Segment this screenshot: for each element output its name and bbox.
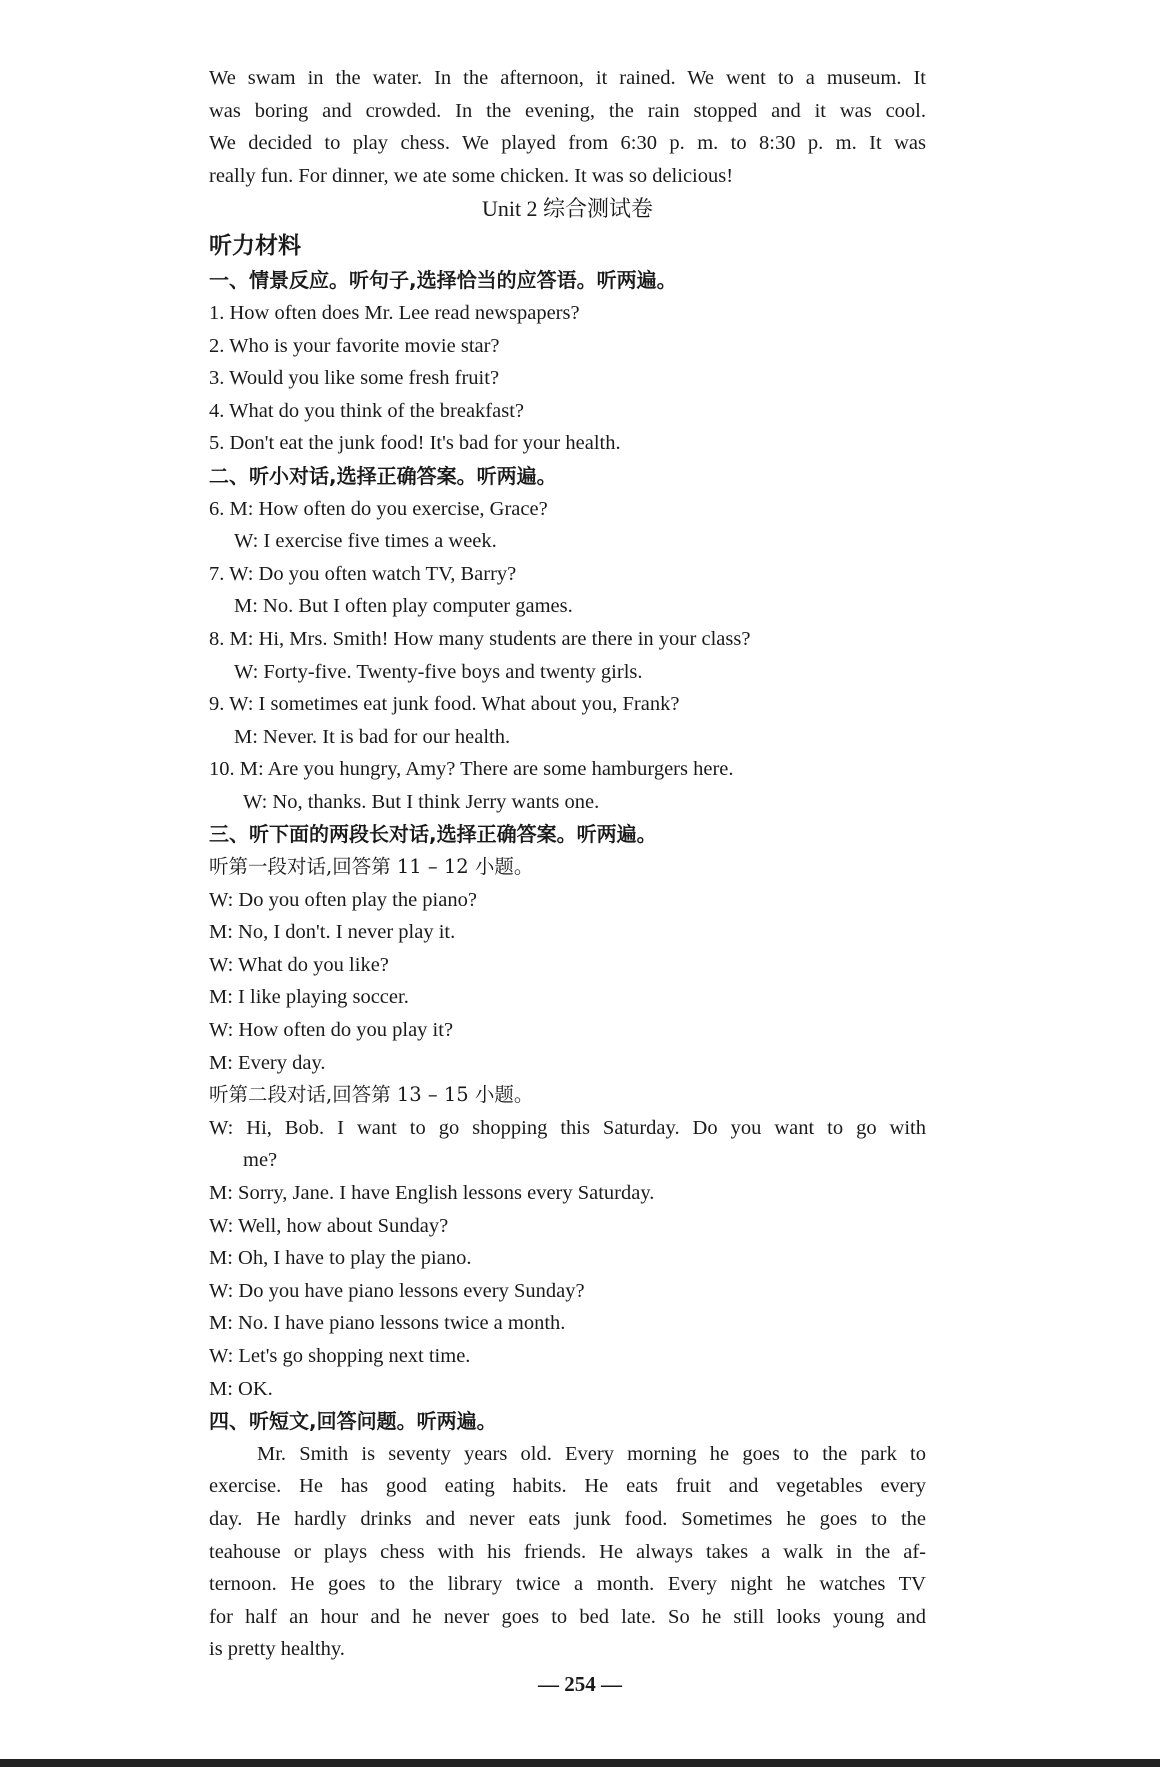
dialog-question: 8. M: Hi, Mrs. Smith! How many students are there in your class? <box>209 627 751 650</box>
question-item: 3. Would you like some fresh fruit? <box>209 367 500 390</box>
scan-edge-bar <box>0 1759 1160 1767</box>
dialog-answer: M: Never. It is bad for our health. <box>234 725 511 748</box>
dialog-question: 10. M: Are you hungry, Amy? There are some hamburgers here. <box>209 758 734 781</box>
intro-paragraph <box>209 62 926 192</box>
dialog-answer: M: No. But I often play computer games. <box>234 595 573 618</box>
passage-line: day. He hardly drinks and never eats junk food. Sometimes he goes to the <box>209 1507 926 1530</box>
text-line: We decided to play chess. We played from 6:30 p. m. to 8:30 p. m. It was <box>209 132 926 155</box>
dialog-line: W: Do you have piano lessons every Sunday? <box>209 1279 585 1302</box>
dialog-question: 7. W: Do you often watch TV, Barry? <box>209 562 517 585</box>
dialog-question: 6. M: How often do you exercise, Grace? <box>209 497 548 520</box>
dialog-line: M: Oh, I have to play the piano. <box>209 1247 472 1270</box>
passage <box>209 1438 926 1666</box>
passage-line: ternoon. He goes to the library twice a month. Every night he watches TV <box>209 1573 926 1596</box>
dialog-answer: W: Forty-five. Twenty-five boys and twenty girls. <box>234 660 643 683</box>
part4-heading: 四、听短文,回答问题。听两遍。 <box>209 1409 497 1434</box>
dialog-line: M: OK. <box>209 1377 273 1400</box>
dialog-line: M: Sorry, Jane. I have English lessons every Saturday. <box>209 1182 655 1204</box>
question-item: 2. Who is your favorite movie star? <box>209 334 500 357</box>
dialog-line: W: What do you like? <box>209 953 389 976</box>
part2-heading: 二、听小对话,选择正确答案。听两遍。 <box>209 463 557 488</box>
dialog-line: M: Every day. <box>209 1051 326 1074</box>
dialog-line: M: No, I don't. I never play it. <box>209 921 456 944</box>
dialog-answer: W: No, thanks. But I think Jerry wants one. <box>243 790 600 813</box>
question-item: 5. Don't eat the junk food! It's bad for your health. <box>209 432 621 455</box>
dialog-line: M: No. I have piano lessons twice a month. <box>209 1312 566 1335</box>
document-page <box>209 62 926 1666</box>
dialog2-intro: 听第二段对话,回答第 13 – 15 小题。 <box>209 1083 534 1107</box>
page-number: — 254 — <box>538 1672 622 1696</box>
part3-heading: 三、听下面的两段长对话,选择正确答案。听两遍。 <box>209 822 657 847</box>
dialog-line: W: Well, how about Sunday? <box>209 1214 449 1237</box>
dialog-line: W: Do you often play the piano? <box>209 888 477 911</box>
dialog-line: W: Let's go shopping next time. <box>209 1344 471 1367</box>
main-heading: 听力材料 <box>209 233 301 260</box>
passage-line: exercise. He has good eating habits. He eats fruit and vegetables every <box>209 1475 926 1498</box>
passage-line: is pretty healthy. <box>209 1638 345 1661</box>
dialog-line-continuation: me? <box>243 1149 278 1172</box>
question-item: 4. What do you think of the breakfast? <box>209 399 525 422</box>
dialog-question: 9. W: I sometimes eat junk food. What about you, Frank? <box>209 693 680 716</box>
question-item: 1. How often does Mr. Lee read newspapers? <box>209 301 580 324</box>
dialog-line: W: How often do you play it? <box>209 1019 454 1042</box>
dialog-answer: W: I exercise five times a week. <box>234 530 497 553</box>
text-line: We swam in the water. In the afternoon, it rained. We went to a museum. It <box>209 67 926 89</box>
text-line: really fun. For dinner, we ate some chicken. It was so delicious! <box>209 164 734 187</box>
unit-title: Unit 2 综合测试卷 <box>481 196 654 222</box>
passage-line: Mr. Smith is seventy years old. Every morning he goes to the park to <box>257 1442 926 1465</box>
passage-line: teahouse or plays chess with his friends. He always takes a walk in the af- <box>209 1540 926 1563</box>
dialog-line: M: I like playing soccer. <box>209 986 409 1009</box>
passage-line: for half an hour and he never goes to bed late. So he still looks young and <box>209 1605 926 1628</box>
dialog1-intro: 听第一段对话,回答第 11 – 12 小题。 <box>209 855 534 879</box>
text-line: was boring and crowded. In the evening, the rain stopped and it was cool. <box>209 99 926 122</box>
part1-heading: 一、情景反应。听句子,选择恰当的应答语。听两遍。 <box>209 268 677 293</box>
dialog-line: W: Hi, Bob. I want to go shopping this Saturday. Do you want to go with <box>209 1116 926 1139</box>
